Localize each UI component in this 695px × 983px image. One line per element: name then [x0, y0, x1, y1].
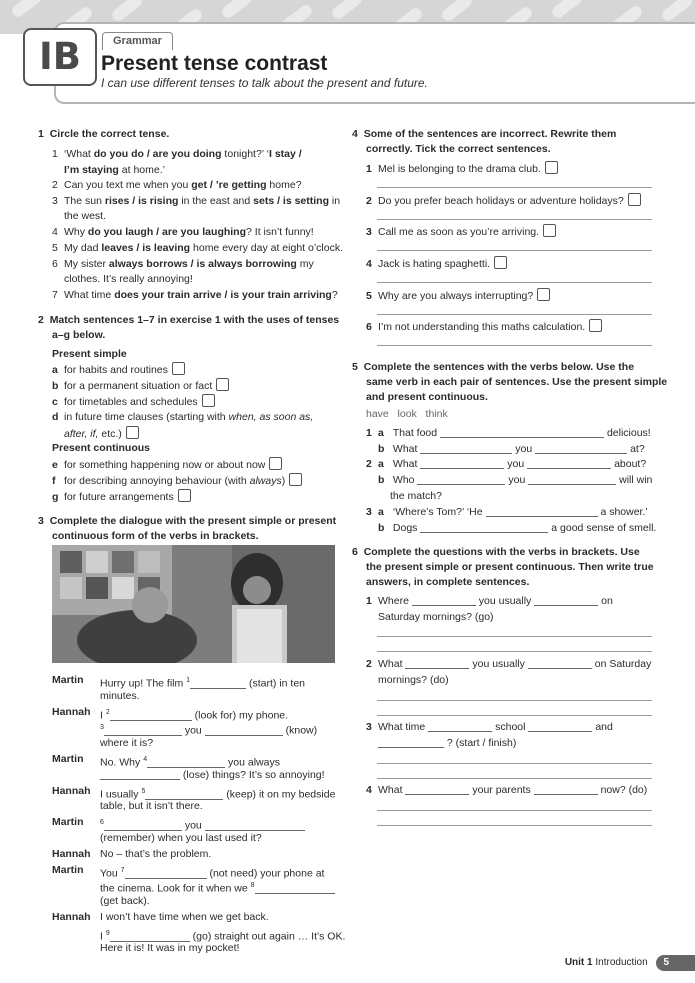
- ex6-question-3-cont: ? (start / finish): [378, 736, 516, 752]
- answer-line[interactable]: [377, 282, 652, 283]
- ex4-item-2: 2 Do you prefer beach holidays or adventure holidays?: [366, 193, 641, 210]
- dialogue-line: (remember) when you last used it?: [100, 832, 262, 844]
- dialogue-line: Hurry up! The film $^1$ (start) in ten: [100, 677, 306, 690]
- exercise-2-heading: 2 Match sentences 1–7 in exercise 1 with the uses of tenses: [38, 314, 340, 326]
- ex5-item-2a: 2 a What you about?: [366, 458, 647, 470]
- dialogue-line: $^6$ you: [100, 815, 305, 834]
- ex1-item-6: 6 My sister always borrows / is always borrowing my: [52, 258, 314, 270]
- ex1-item-1-cont: I’m staying at home.’: [64, 164, 165, 176]
- exercise-6-heading: 6 Complete the questions with the verbs in brackets. Use: [352, 546, 640, 558]
- present-simple-label: Present simple: [52, 348, 127, 360]
- exercise-3-heading: 3 Complete the dialogue with the present simple or present: [38, 515, 337, 527]
- answer-line[interactable]: [377, 715, 652, 716]
- section-tab: Grammar: [102, 32, 173, 50]
- answer-blank[interactable]: [147, 757, 225, 768]
- speaker-martin: Martin: [52, 674, 84, 686]
- speaker-martin: Martin: [52, 753, 84, 765]
- dialogue-line: (lose) things? It’s so annoying!: [100, 768, 325, 784]
- answer-line[interactable]: [377, 763, 652, 764]
- page-subtitle: I can use different tenses to talk about the present and future.: [101, 76, 428, 90]
- ex2-item-c: c for timetables and schedules: [52, 394, 215, 411]
- answer-blank[interactable]: [125, 868, 207, 879]
- exercise-6-heading-cont: answers, in complete sentences.: [366, 576, 530, 588]
- answer-blank[interactable]: [428, 721, 492, 732]
- answer-box[interactable]: [269, 457, 282, 470]
- ex6-question-2: 2 What you usually on Saturday: [366, 658, 652, 670]
- dialogue-line: Here it is! It was in my pocket!: [100, 942, 240, 954]
- answer-blank[interactable]: [534, 784, 598, 795]
- answer-blank[interactable]: [190, 678, 246, 689]
- page-footer: [565, 955, 695, 971]
- ex2-item-f: f for describing annoying behaviour (with always): [52, 473, 302, 490]
- verb-bank: have look think: [366, 408, 448, 420]
- answer-line[interactable]: [377, 345, 652, 346]
- speaker-hannah: Hannah: [52, 848, 91, 860]
- answer-blank[interactable]: [255, 883, 335, 894]
- present-continuous-label: Present continuous: [52, 442, 151, 454]
- exercise-6-heading-cont: the present simple or present continuous. Then write true: [366, 561, 654, 573]
- answer-box[interactable]: [178, 489, 191, 502]
- ex2-item-d: d in future time clauses (starting with when, as soon as,: [52, 411, 314, 423]
- tense-choice[interactable]: leaves / is leaving: [101, 242, 191, 254]
- ex5-item-3b: b Dogs a good sense of smell.: [378, 522, 657, 534]
- answer-blank[interactable]: [100, 769, 180, 780]
- answer-blank[interactable]: [205, 820, 305, 831]
- answer-line[interactable]: [377, 810, 652, 811]
- answer-line[interactable]: [377, 219, 652, 220]
- ex1-item-5: 5 My dad leaves / is leaving home every day at eight o’clock.: [52, 242, 344, 254]
- page-number: 5: [656, 955, 695, 971]
- answer-blank[interactable]: [378, 737, 444, 748]
- ex4-item-1: 1 Mel is belonging to the drama club.: [366, 161, 558, 178]
- dialogue-line: table, but it isn’t there.: [100, 800, 203, 812]
- answer-blank[interactable]: [405, 658, 469, 669]
- ex1-item-4: 4 Why do you laugh / are you laughing? It isn’t funny!: [52, 226, 314, 238]
- ex2-item-d-cont: after, if, etc.): [64, 426, 139, 443]
- answer-blank[interactable]: [405, 784, 469, 795]
- speaker-martin: Martin: [52, 864, 84, 876]
- answer-blank[interactable]: [412, 595, 476, 606]
- answer-line[interactable]: [377, 825, 652, 826]
- dialogue-line: No. Why $^4$ you always: [100, 756, 280, 769]
- exercise-5-heading-cont: same verb in each pair of sentences. Use the present simple: [366, 376, 668, 388]
- ex5-item-1a: 1 a That food delicious!: [366, 427, 651, 439]
- ex1-item-6-cont: clothes. It’s really annoying!: [64, 273, 193, 285]
- dialogue-line: I $^9$ (go) straight out again … It’s OK.: [100, 930, 346, 943]
- answer-line[interactable]: [377, 250, 652, 251]
- ex4-item-3: 3 Call me as soon as you’re arriving.: [366, 224, 556, 241]
- answer-box[interactable]: [172, 362, 185, 375]
- tense-choice[interactable]: always borrows / is always borrowing: [108, 258, 297, 270]
- answer-blank[interactable]: [420, 522, 548, 533]
- tick-box[interactable]: [543, 224, 556, 237]
- tense-choice[interactable]: rises / is rising: [104, 195, 179, 207]
- ex4-item-5: 5 Why are you always interrupting?: [366, 288, 550, 305]
- ex1-item-3: 3 The sun rises / is rising in the east and sets / is setting in: [52, 195, 341, 207]
- ex1-item-3-cont: the west.: [64, 210, 107, 222]
- answer-blank[interactable]: [528, 721, 592, 732]
- unit-code: IB: [23, 28, 97, 86]
- dialogue-line: I $^2$ (look for) my phone.: [100, 709, 289, 722]
- ex6-question-2-cont: mornings? (do): [378, 674, 449, 686]
- speaker-martin: Martin: [52, 816, 84, 828]
- speaker-hannah: Hannah: [52, 911, 91, 923]
- ex2-item-e: e for something happening now or about now: [52, 457, 282, 474]
- exercise-3-heading-cont: continuous form of the verbs in brackets.: [52, 530, 259, 542]
- answer-blank[interactable]: [104, 725, 182, 736]
- exercise-5-heading-cont: and present continuous.: [366, 391, 488, 403]
- answer-line[interactable]: [377, 700, 652, 701]
- tick-box[interactable]: [628, 193, 641, 206]
- tick-box[interactable]: [494, 256, 507, 269]
- ex6-question-1: 1 Where you usually on: [366, 595, 613, 607]
- dialogue-photo: [52, 545, 335, 663]
- tense-choice[interactable]: do you laugh / are you laughing: [87, 226, 247, 238]
- ex5-item-1b: b What you at?: [378, 443, 645, 455]
- exercise-5-heading: 5 Complete the sentences with the verbs below. Use the: [352, 361, 635, 373]
- ex2-item-g: g for future arrangements: [52, 489, 191, 506]
- ex1-item-7: 7 What time does your train arrive / is your train arriving?: [52, 289, 338, 301]
- dialogue-line: $^3$ you (know): [100, 724, 318, 737]
- exercise-4-heading-cont: correctly. Tick the correct sentences.: [366, 143, 551, 155]
- answer-blank[interactable]: [110, 931, 190, 942]
- answer-blank[interactable]: [104, 820, 182, 831]
- speaker-hannah: Hannah: [52, 706, 91, 718]
- ex4-item-6: 6 I’m not understanding this maths calculation.: [366, 319, 602, 336]
- ex5-item-2b-cont: the match?: [390, 490, 442, 502]
- tick-box[interactable]: [537, 288, 550, 301]
- answer-blank[interactable]: [420, 443, 512, 454]
- tense-choice[interactable]: get / ’re getting: [191, 179, 267, 191]
- dialogue-line: the cinema. Look for it when we $^8$: [100, 878, 335, 897]
- ex6-question-4: 4 What your parents now? (do): [366, 784, 648, 796]
- answer-blank[interactable]: [486, 506, 598, 517]
- ex6-question-3: 3 What time school and: [366, 721, 613, 733]
- dialogue-line: minutes.: [100, 690, 140, 702]
- footer-section: Introduction: [595, 957, 648, 968]
- answer-blank[interactable]: [527, 458, 611, 469]
- speaker-hannah: Hannah: [52, 785, 91, 797]
- exercise-2-heading-cont: a–g below.: [52, 329, 106, 341]
- answer-blank[interactable]: [205, 725, 283, 736]
- answer-line[interactable]: [377, 314, 652, 315]
- answer-blank[interactable]: [534, 595, 598, 606]
- exercise-4-heading: 4 Some of the sentences are incorrect. Rewrite them: [352, 128, 617, 140]
- dialogue-line: I won’t have time when we get back.: [100, 911, 269, 923]
- answer-box[interactable]: [289, 473, 302, 486]
- tense-choice[interactable]: does your train arrive / is your train arriving: [114, 289, 332, 301]
- ex2-item-b: b for a permanent situation or fact: [52, 378, 229, 395]
- tense-choice[interactable]: I stay /: [269, 148, 302, 160]
- answer-blank[interactable]: [528, 658, 592, 669]
- dialogue-line: No – that’s the problem.: [100, 848, 212, 860]
- answer-blank[interactable]: [417, 474, 505, 485]
- page-title: Present tense contrast: [101, 52, 328, 75]
- answer-box[interactable]: [216, 378, 229, 391]
- ex1-item-2: 2 Can you text me when you get / ’re getting home?: [52, 179, 302, 191]
- exercise-1-heading: 1 Circle the correct tense.: [38, 128, 170, 140]
- answer-line[interactable]: [377, 651, 652, 652]
- dialogue-line: You $^7$ (not need) your phone at: [100, 867, 325, 880]
- ex4-item-4: 4 Jack is hating spaghetti.: [366, 256, 507, 273]
- tense-choice[interactable]: do you do / are you doing: [93, 148, 222, 160]
- answer-box[interactable]: [202, 394, 215, 407]
- dialogue-line: where it is?: [100, 737, 154, 749]
- answer-blank[interactable]: [110, 710, 192, 721]
- answer-line[interactable]: [377, 187, 652, 188]
- answer-box[interactable]: [126, 426, 139, 439]
- tense-choice[interactable]: sets / is setting: [253, 195, 329, 207]
- tick-box[interactable]: [545, 161, 558, 174]
- ex1-item-1: 1 ‘What do you do / are you doing tonight?’ ‘I stay /: [52, 148, 302, 160]
- ex6-question-1-cont: Saturday mornings? (go): [378, 611, 494, 623]
- answer-blank[interactable]: [535, 443, 627, 454]
- tick-box[interactable]: [589, 319, 602, 332]
- footer-unit: Unit 1: [564, 957, 593, 968]
- answer-blank[interactable]: [440, 427, 604, 438]
- tense-choice[interactable]: I’m staying: [64, 164, 119, 176]
- ex5-item-2b: b Who you will win: [378, 474, 653, 486]
- answer-blank[interactable]: [145, 789, 223, 800]
- answer-line[interactable]: [377, 636, 652, 637]
- answer-line[interactable]: [377, 778, 652, 779]
- ex2-item-a: a for habits and routines: [52, 362, 185, 379]
- dialogue-line: I usually $^5$ (keep) it on my bedside: [100, 788, 336, 801]
- ex5-item-3a: 3 a ‘Where’s Tom?’ ‘He a shower.’: [366, 506, 648, 518]
- answer-blank[interactable]: [420, 458, 504, 469]
- dialogue-line: (get back).: [100, 895, 150, 907]
- answer-blank[interactable]: [528, 474, 616, 485]
